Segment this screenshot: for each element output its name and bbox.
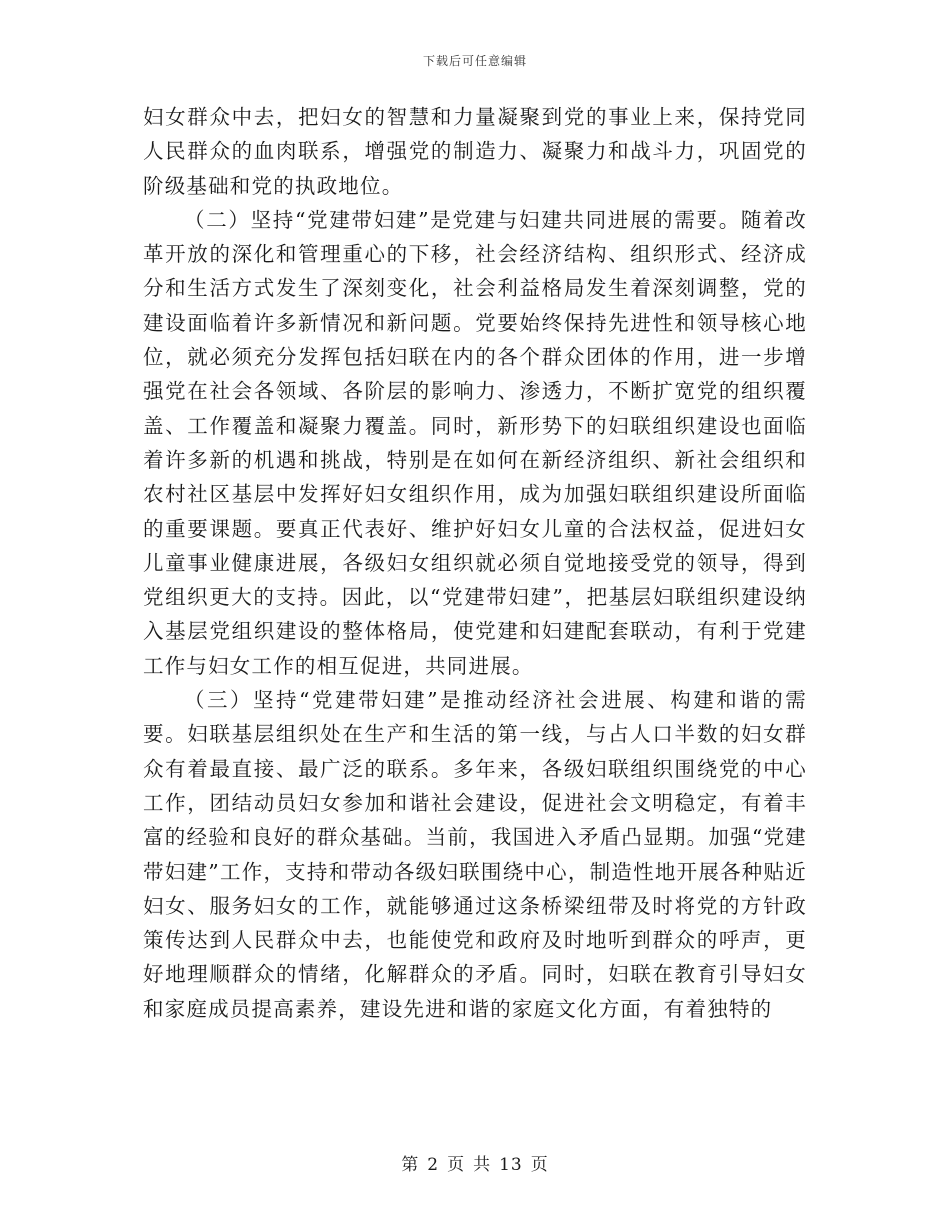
page-footer xyxy=(0,1150,950,1175)
document-body xyxy=(143,100,807,1026)
paragraph-continuation: 妇女群众中去，把妇女的智慧和力量凝聚到党的事业上来，保持党同人民群众的血肉联系，增强党的制造力、凝聚力和战斗力，巩固党的阶级基础和党的执政地位。 xyxy=(143,105,807,198)
footer-page-word: 页 xyxy=(447,1155,466,1175)
footer-suffix: 页 xyxy=(530,1155,549,1175)
paragraph-section-three: （三）坚持“党建带妇建”是推动经济社会进展、构建和谐的需要。妇联基层组织处在生产和生活的第一线，与占人口半数的妇女群众有着最直接、最广泛的联系。多年来，各级妇联组织围绕党的中心工作，团结动员妇女参加和谐社会建设，促进社会文明稳定，有着丰富的经验和良好的群众基础。当前，我国进入矛盾凸显期。加强“党建带妇建”工作，支持和带动各级妇联围绕中心，制造性地开展各种贴近妇女、服务妇女的工作，就能够通过这条桥梁纽带及时将党的方针政策传达到人民群众中去，也能使党和政府及时地听到群众的呼声，更好地理顺群众的情绪，化解群众的矛盾。同时，妇联在教育引导妇女和家庭成员提高素养，建设先进和谐的家庭文化方面，有着独特的 xyxy=(143,688,807,1021)
footer-total-word: 共 xyxy=(473,1155,492,1175)
paragraph-section-two: （二）坚持“党建带妇建”是党建与妇建共同进展的需要。随着改革开放的深化和管理重心的下移，社会经济结构、组织形式、经济成分和生活方式发生了深刻变化，社会利益格局发生着深刻调整，党的建设面临着许多新情况和新问题。党要始终保持先进性和领导核心地位，就必须充分发挥包括妇联在内的各个群众团体的作用，进一步增强党在社会各领域、各阶层的影响力、渗透力，不断扩宽党的组织覆盖、工作覆盖和凝聚力覆盖。同时，新形势下的妇联组织建设也面临着许多新的机遇和挑战，特别是在如何在新经济组织、新社会组织和农村社区基层中发挥好妇女组织作用，成为加强妇联组织建设所面临的重要课题。要真正代表好、维护好妇女儿童的合法权益，促进妇女儿童事业健康进展，各级妇女组织就必须自觉地接受党的领导，得到党组织更大的支持。因此，以“党建带妇建”，把基层妇联组织建设纳入基层党组织建设的整体格局，使党建和妇建配套联动，有利于党建工作与妇女工作的相互促进，共同进展。 xyxy=(143,207,807,678)
footer-prefix: 第 xyxy=(401,1155,420,1175)
page-header-note: 下载后可任意编辑 xyxy=(422,54,527,68)
footer-total-pages: 13 xyxy=(499,1155,523,1175)
footer-current-page: 2 xyxy=(427,1155,440,1175)
